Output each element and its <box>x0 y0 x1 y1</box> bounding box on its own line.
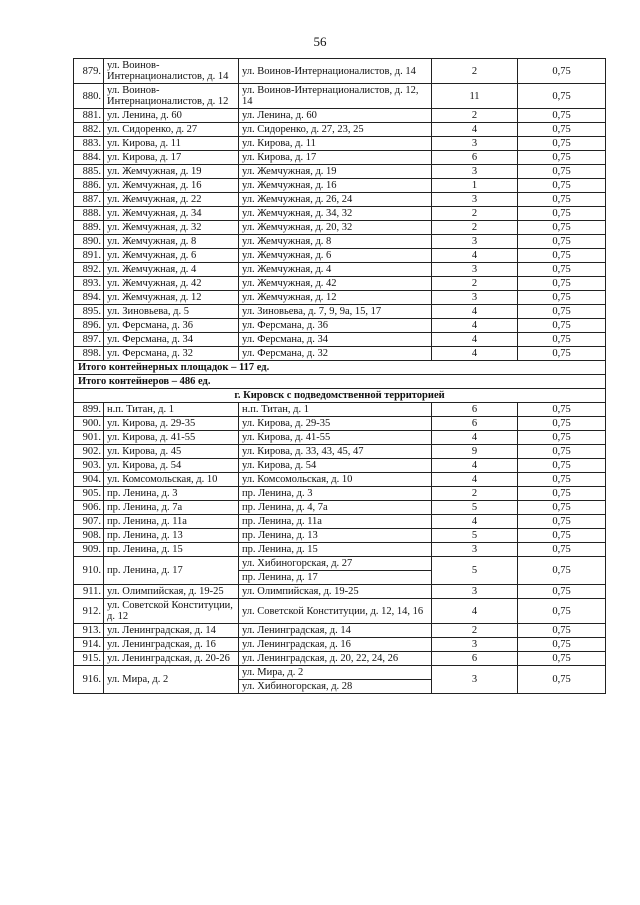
row-number: 910. <box>74 557 104 585</box>
served-addresses <box>239 207 432 221</box>
row-number: 879. <box>74 59 104 84</box>
served-address: ул. Хибиногорская, д. 27 <box>242 558 353 569</box>
container-count: 4 <box>432 305 518 319</box>
site-address: ул. Сидоренко, д. 27 <box>104 123 239 137</box>
container-volume: 0,75 <box>518 459 606 473</box>
table-totals <box>74 361 606 403</box>
container-count: 6 <box>432 151 518 165</box>
container-count: 6 <box>432 652 518 666</box>
served-address: ул. Сидоренко, д. 27, 23, 25 <box>242 124 364 135</box>
site-address: ул. Жемчужная, д. 22 <box>104 193 239 207</box>
table-row <box>74 445 606 459</box>
served-address: ул. Жемчужная, д. 12 <box>242 292 337 303</box>
table-row <box>74 235 606 249</box>
served-address: ул. Комсомольская, д. 10 <box>242 474 353 485</box>
table-row <box>74 249 606 263</box>
served-address: ул. Жемчужная, д. 19 <box>242 166 337 177</box>
container-count: 3 <box>432 543 518 557</box>
table-row <box>74 263 606 277</box>
served-address: пр. Ленина, д. 17 <box>239 570 431 583</box>
served-addresses <box>239 473 432 487</box>
served-addresses <box>239 84 432 109</box>
container-count: 6 <box>432 417 518 431</box>
container-count: 2 <box>432 207 518 221</box>
served-addresses <box>239 333 432 347</box>
row-number: 908. <box>74 529 104 543</box>
container-count: 3 <box>432 291 518 305</box>
served-address: пр. Ленина, д. 13 <box>242 530 318 541</box>
served-addresses <box>239 137 432 151</box>
container-count: 5 <box>432 557 518 585</box>
container-count: 2 <box>432 59 518 84</box>
served-addresses <box>239 263 432 277</box>
site-address: ул. Жемчужная, д. 42 <box>104 277 239 291</box>
served-addresses <box>239 515 432 529</box>
site-address: ул. Ленинградская, д. 16 <box>104 638 239 652</box>
site-address: ул. Кирова, д. 54 <box>104 459 239 473</box>
row-number: 903. <box>74 459 104 473</box>
row-number: 899. <box>74 403 104 417</box>
table-row <box>74 666 606 694</box>
site-address: ул. Кирова, д. 11 <box>104 137 239 151</box>
served-address: ул. Ленина, д. 60 <box>242 110 317 121</box>
served-address: ул. Кирова, д. 41-55 <box>242 432 331 443</box>
served-addresses <box>239 109 432 123</box>
table-row <box>74 501 606 515</box>
table-row <box>74 277 606 291</box>
site-address: пр. Ленина, д. 11а <box>104 515 239 529</box>
table-row <box>74 165 606 179</box>
container-volume: 0,75 <box>518 445 606 459</box>
container-volume: 0,75 <box>518 501 606 515</box>
container-count: 3 <box>432 193 518 207</box>
site-address: ул. Кирова, д. 17 <box>104 151 239 165</box>
served-address: ул. Ферсмана, д. 34 <box>242 334 328 345</box>
row-number: 905. <box>74 487 104 501</box>
table-row <box>74 221 606 235</box>
row-number: 904. <box>74 473 104 487</box>
table-row <box>74 459 606 473</box>
site-address: ул. Жемчужная, д. 6 <box>104 249 239 263</box>
site-address: ул. Кирова, д. 41-55 <box>104 431 239 445</box>
container-count: 2 <box>432 109 518 123</box>
served-addresses <box>239 666 432 694</box>
container-count: 5 <box>432 529 518 543</box>
container-volume: 0,75 <box>518 333 606 347</box>
site-address: ул. Ферсмана, д. 36 <box>104 319 239 333</box>
served-addresses <box>239 529 432 543</box>
container-count: 3 <box>432 666 518 694</box>
site-address: ул. Комсомольская, д. 10 <box>104 473 239 487</box>
served-address: ул. Жемчужная, д. 4 <box>242 264 332 275</box>
container-volume: 0,75 <box>518 515 606 529</box>
served-addresses <box>239 585 432 599</box>
site-address: ул. Жемчужная, д. 32 <box>104 221 239 235</box>
served-address: пр. Ленина, д. 11а <box>242 516 322 527</box>
row-number: 913. <box>74 624 104 638</box>
site-address: ул. Ферсмана, д. 34 <box>104 333 239 347</box>
served-address: ул. Жемчужная, д. 42 <box>242 278 337 289</box>
table-row <box>74 487 606 501</box>
container-volume: 0,75 <box>518 165 606 179</box>
row-number: 909. <box>74 543 104 557</box>
row-number: 891. <box>74 249 104 263</box>
served-address: ул. Советской Конституции, д. 12, 14, 16 <box>242 605 424 617</box>
container-volume: 0,75 <box>518 305 606 319</box>
served-address: ул. Жемчужная, д. 34, 32 <box>242 208 353 219</box>
container-count: 4 <box>432 431 518 445</box>
container-volume: 0,75 <box>518 207 606 221</box>
container-volume: 0,75 <box>518 235 606 249</box>
table-row <box>74 123 606 137</box>
row-number: 898. <box>74 347 104 361</box>
site-address: ул. Ленина, д. 60 <box>104 109 239 123</box>
container-volume: 0,75 <box>518 319 606 333</box>
served-addresses <box>239 557 432 585</box>
table-row <box>74 599 606 624</box>
container-count: 4 <box>432 249 518 263</box>
site-address: пр. Ленина, д. 3 <box>104 487 239 501</box>
site-address: ул. Жемчужная, д. 12 <box>104 291 239 305</box>
row-number: 916. <box>74 666 104 694</box>
row-number: 893. <box>74 277 104 291</box>
row-number: 886. <box>74 179 104 193</box>
site-address: ул. Кирова, д. 45 <box>104 445 239 459</box>
site-address: ул. Олимпийская, д. 19-25 <box>104 585 239 599</box>
served-address: ул. Ленинградская, д. 14 <box>242 625 351 636</box>
served-address: ул. Кирова, д. 11 <box>242 138 316 149</box>
site-address: ул. Кирова, д. 29-35 <box>104 417 239 431</box>
container-count: 4 <box>432 515 518 529</box>
container-volume: 0,75 <box>518 585 606 599</box>
row-number: 885. <box>74 165 104 179</box>
container-volume: 0,75 <box>518 59 606 84</box>
container-volume: 0,75 <box>518 487 606 501</box>
table-row <box>74 557 606 585</box>
served-addresses <box>239 249 432 263</box>
served-address: ул. Ферсмана, д. 36 <box>242 320 328 331</box>
table-row <box>74 515 606 529</box>
served-addresses <box>239 638 432 652</box>
table-row <box>74 529 606 543</box>
served-addresses <box>239 123 432 137</box>
container-volume: 0,75 <box>518 123 606 137</box>
table-row <box>74 84 606 109</box>
table-row <box>74 59 606 84</box>
served-address: ул. Кирова, д. 29-35 <box>242 418 331 429</box>
served-address: ул. Мира, д. 2 <box>242 667 304 678</box>
container-volume: 0,75 <box>518 638 606 652</box>
table-row <box>74 151 606 165</box>
served-addresses <box>239 235 432 249</box>
table-row <box>74 652 606 666</box>
served-address: ул. Воинов-Интернационалистов, д. 12, 14 <box>242 85 419 107</box>
table-row <box>74 193 606 207</box>
site-address: ул. Советской Конституции, д. 12 <box>104 599 239 624</box>
container-count: 1 <box>432 179 518 193</box>
served-address: н.п. Титан, д. 1 <box>242 404 309 415</box>
table-row <box>74 638 606 652</box>
served-address: ул. Ферсмана, д. 32 <box>242 348 328 359</box>
row-number: 906. <box>74 501 104 515</box>
container-volume: 0,75 <box>518 557 606 585</box>
site-address: ул. Мира, д. 2 <box>104 666 239 694</box>
container-volume: 0,75 <box>518 263 606 277</box>
table-row <box>74 431 606 445</box>
container-volume: 0,75 <box>518 403 606 417</box>
served-addresses <box>239 652 432 666</box>
served-address: ул. Зиновьева, д. 7, 9, 9а, 15, 17 <box>242 306 382 317</box>
container-volume: 0,75 <box>518 137 606 151</box>
container-volume: 0,75 <box>518 84 606 109</box>
table-row <box>74 179 606 193</box>
container-count: 3 <box>432 263 518 277</box>
served-address: пр. Ленина, д. 3 <box>242 488 313 499</box>
served-address: ул. Ленинградская, д. 20, 22, 24, 26 <box>242 653 399 664</box>
container-volume: 0,75 <box>518 431 606 445</box>
container-count: 4 <box>432 123 518 137</box>
container-count: 4 <box>432 347 518 361</box>
container-sites-table <box>73 58 606 694</box>
container-volume: 0,75 <box>518 473 606 487</box>
site-address: н.п. Титан, д. 1 <box>104 403 239 417</box>
row-number: 892. <box>74 263 104 277</box>
section-header-row <box>74 389 606 403</box>
served-addresses <box>239 487 432 501</box>
served-addresses <box>239 417 432 431</box>
served-addresses <box>239 599 432 624</box>
container-volume: 0,75 <box>518 277 606 291</box>
container-count: 3 <box>432 585 518 599</box>
served-addresses <box>239 543 432 557</box>
table-row <box>74 291 606 305</box>
container-count: 5 <box>432 501 518 515</box>
served-addresses <box>239 459 432 473</box>
page-number: 56 <box>313 34 327 49</box>
site-address: ул. Жемчужная, д. 4 <box>104 263 239 277</box>
container-count: 3 <box>432 235 518 249</box>
served-address: ул. Жемчужная, д. 6 <box>242 250 332 261</box>
table-row <box>74 319 606 333</box>
row-number: 900. <box>74 417 104 431</box>
row-number: 895. <box>74 305 104 319</box>
container-count: 4 <box>432 333 518 347</box>
served-addresses <box>239 59 432 84</box>
served-addresses <box>239 445 432 459</box>
row-number: 896. <box>74 319 104 333</box>
served-addresses <box>239 277 432 291</box>
served-addresses <box>239 501 432 515</box>
served-address: ул. Жемчужная, д. 8 <box>242 236 332 247</box>
table-body-part-b <box>74 403 606 694</box>
container-volume: 0,75 <box>518 291 606 305</box>
row-number: 888. <box>74 207 104 221</box>
container-volume: 0,75 <box>518 529 606 543</box>
container-volume: 0,75 <box>518 417 606 431</box>
row-number: 881. <box>74 109 104 123</box>
served-addresses <box>239 179 432 193</box>
container-count: 2 <box>432 221 518 235</box>
served-addresses <box>239 305 432 319</box>
table-row <box>74 305 606 319</box>
row-number: 914. <box>74 638 104 652</box>
served-address: ул. Кирова, д. 33, 43, 45, 47 <box>242 446 364 457</box>
served-addresses <box>239 193 432 207</box>
site-address: пр. Ленина, д. 7а <box>104 501 239 515</box>
container-count: 11 <box>432 84 518 109</box>
served-addresses <box>239 151 432 165</box>
total-sites-row <box>74 361 606 375</box>
container-volume: 0,75 <box>518 109 606 123</box>
container-volume: 0,75 <box>518 151 606 165</box>
site-address: ул. Ленинградская, д. 14 <box>104 624 239 638</box>
container-count: 2 <box>432 277 518 291</box>
served-addresses <box>239 319 432 333</box>
site-address: ул. Зиновьева, д. 5 <box>104 305 239 319</box>
container-volume: 0,75 <box>518 599 606 624</box>
container-count: 6 <box>432 403 518 417</box>
row-number: 884. <box>74 151 104 165</box>
container-count: 4 <box>432 319 518 333</box>
served-address: ул. Хибиногорская, д. 28 <box>239 679 431 692</box>
container-volume: 0,75 <box>518 221 606 235</box>
container-volume: 0,75 <box>518 666 606 694</box>
table-row <box>74 109 606 123</box>
row-number: 912. <box>74 599 104 624</box>
row-number: 907. <box>74 515 104 529</box>
served-address: пр. Ленина, д. 4, 7а <box>242 502 328 513</box>
site-address: ул. Воинов-Интернационалистов, д. 12 <box>104 84 239 109</box>
served-address: ул. Жемчужная, д. 16 <box>242 180 337 191</box>
container-count: 9 <box>432 445 518 459</box>
container-volume: 0,75 <box>518 624 606 638</box>
site-address: ул. Ленинградская, д. 20-26 <box>104 652 239 666</box>
table-row <box>74 207 606 221</box>
served-addresses <box>239 347 432 361</box>
container-count: 3 <box>432 638 518 652</box>
served-address: ул. Олимпийская, д. 19-25 <box>242 586 359 597</box>
served-addresses <box>239 165 432 179</box>
served-address: ул. Воинов-Интернационалистов, д. 14 <box>242 65 416 77</box>
site-address: ул. Жемчужная, д. 19 <box>104 165 239 179</box>
row-number: 897. <box>74 333 104 347</box>
container-count: 4 <box>432 459 518 473</box>
served-address: пр. Ленина, д. 15 <box>242 544 318 555</box>
table-row <box>74 624 606 638</box>
table-row <box>74 333 606 347</box>
row-number: 890. <box>74 235 104 249</box>
served-address: ул. Жемчужная, д. 26, 24 <box>242 194 353 205</box>
container-volume: 0,75 <box>518 652 606 666</box>
container-count: 3 <box>432 137 518 151</box>
site-address: ул. Ферсмана, д. 32 <box>104 347 239 361</box>
site-address: ул. Жемчужная, д. 8 <box>104 235 239 249</box>
served-addresses <box>239 431 432 445</box>
served-address: ул. Кирова, д. 54 <box>242 460 317 471</box>
table-row <box>74 543 606 557</box>
table-row <box>74 417 606 431</box>
served-addresses <box>239 624 432 638</box>
row-number: 887. <box>74 193 104 207</box>
row-number: 880. <box>74 84 104 109</box>
row-number: 889. <box>74 221 104 235</box>
site-address: пр. Ленина, д. 13 <box>104 529 239 543</box>
container-count: 2 <box>432 624 518 638</box>
served-address: ул. Ленинградская, д. 16 <box>242 639 351 650</box>
served-address: ул. Жемчужная, д. 20, 32 <box>242 222 353 233</box>
total-containers-row <box>74 375 606 389</box>
served-addresses <box>239 403 432 417</box>
row-number: 894. <box>74 291 104 305</box>
site-address: ул. Воинов-Интернационалистов, д. 14 <box>104 59 239 84</box>
row-number: 901. <box>74 431 104 445</box>
container-volume: 0,75 <box>518 543 606 557</box>
container-volume: 0,75 <box>518 179 606 193</box>
table-row <box>74 347 606 361</box>
served-address: ул. Кирова, д. 17 <box>242 152 317 163</box>
container-volume: 0,75 <box>518 193 606 207</box>
row-number: 883. <box>74 137 104 151</box>
table-body-part-a <box>74 59 606 361</box>
row-number: 915. <box>74 652 104 666</box>
table-row <box>74 403 606 417</box>
table-row <box>74 137 606 151</box>
container-volume: 0,75 <box>518 249 606 263</box>
site-address: пр. Ленина, д. 15 <box>104 543 239 557</box>
row-number: 911. <box>74 585 104 599</box>
container-count: 2 <box>432 487 518 501</box>
site-address: ул. Жемчужная, д. 34 <box>104 207 239 221</box>
table-row <box>74 473 606 487</box>
row-number: 902. <box>74 445 104 459</box>
container-volume: 0,75 <box>518 347 606 361</box>
container-count: 3 <box>432 165 518 179</box>
served-addresses <box>239 291 432 305</box>
served-addresses <box>239 221 432 235</box>
table-row <box>74 585 606 599</box>
site-address: пр. Ленина, д. 17 <box>104 557 239 585</box>
total-containers-text: Итого контейнеров – 486 ед. <box>74 375 606 389</box>
row-number: 882. <box>74 123 104 137</box>
site-address: ул. Жемчужная, д. 16 <box>104 179 239 193</box>
container-count: 4 <box>432 473 518 487</box>
container-count: 4 <box>432 599 518 624</box>
section-title: г. Кировск с подведомственной территорией <box>74 389 606 403</box>
total-sites-text: Итого контейнерных площадок – 117 ед. <box>74 361 606 375</box>
